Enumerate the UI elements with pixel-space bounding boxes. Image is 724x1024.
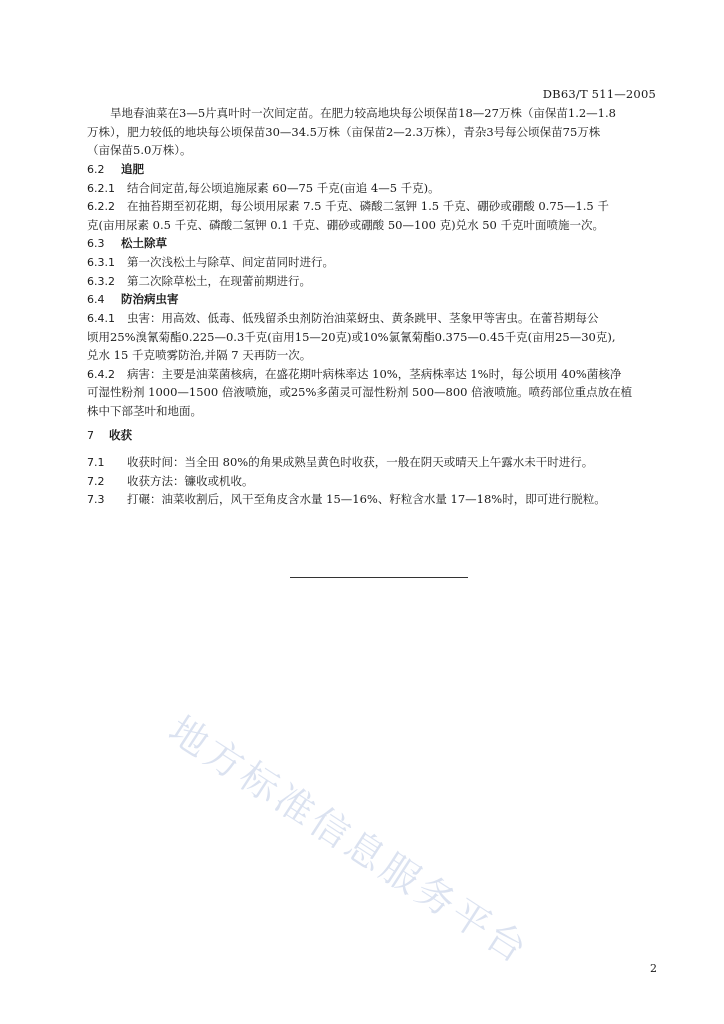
clause-item	[87, 472, 659, 491]
clause-number: 6.2.2	[87, 200, 115, 213]
clause-item	[87, 365, 659, 421]
clause-first-line	[87, 253, 659, 272]
clause-first-line	[87, 365, 659, 384]
heading-number: 6.3	[87, 237, 105, 250]
watermark-text: 地方标准信息服务平台	[161, 707, 538, 974]
clause-text: 收获时间：当全田 80%的角果成熟呈黄色时收获，一般在阴天或晴天上午露水未干时进行。	[127, 455, 594, 469]
clause-first-line	[87, 272, 659, 291]
heading-title: 追肥	[121, 161, 144, 176]
clause-item	[87, 309, 659, 365]
clause-item	[87, 253, 659, 272]
clause-line: 株中下部茎叶和地面。	[87, 403, 202, 418]
heading-number: 7	[87, 429, 94, 442]
paragraph	[87, 104, 659, 160]
heading-number: 6.4	[87, 293, 105, 306]
clause-item	[87, 272, 659, 291]
clause-line: 可湿性粉剂 1000—1500 倍液喷施，或25%多菌灵可湿性粉剂 500—800 倍液喷施。喷药部位重点放在植	[87, 385, 633, 399]
clause-text: 第二次除草松土，在现蕾前期进行。	[127, 273, 311, 288]
clause-number: 7.3	[87, 493, 105, 506]
clause-text: 病害：主要是油菜菌核病，在盛花期叶病株率达 10%，茎病株率达 1%时，每公顷用 40%菌核净	[127, 366, 622, 381]
clause-number: 7.2	[87, 474, 105, 488]
clause-number: 6.3.1	[87, 256, 115, 269]
clause-number: 6.4.1	[87, 312, 115, 325]
clause-line: 克(亩用尿素 0.5 千克、磷酸二氢钾 0.1 千克、硼砂或硼酸 50—100 克)兑水 50 千克叶面喷施一次。	[87, 217, 605, 232]
heading-number: 6.2	[87, 162, 105, 176]
clause-item	[87, 197, 659, 234]
clause-first-line	[87, 453, 659, 472]
clause-text: 在抽苔期至初花期，每公顷用尿素 7.5 千克、磷酸二氢钾 1.5 千克、硼砂或硼酸 0.75—1.5 千	[127, 199, 609, 213]
heading-title: 防治病虫害	[121, 292, 179, 306]
clause-text: 收获方法：镰收或机收。	[127, 473, 254, 488]
document-code-header: DB63/T 511—2005	[542, 87, 656, 101]
clause-text: 第一次浅松土与除草、间定苗同时进行。	[127, 255, 334, 269]
clause-number: 6.4.2	[87, 367, 115, 381]
clause-text: 打碾：油菜收割后，风干至角皮含水量 15—16%、籽粒含水量 17—18%时，即可进行脱粒。	[127, 492, 606, 506]
clause-line: 顷用25%溴氰菊酯0.225—0.3千克(亩用15—20克)或10%氯氰菊酯0.375—0.45千克(亩用25—30克),	[87, 329, 616, 344]
document-body	[87, 104, 659, 509]
clause-item	[87, 490, 659, 509]
clause-first-line	[87, 309, 659, 328]
clause-text: 虫害：用高效、低毒、低残留杀虫剂防治油菜蚜虫、黄条跳甲、茎象甲等害虫。在蕾苔期每公	[127, 311, 599, 325]
page-number: 2	[650, 962, 657, 975]
clause-item	[87, 179, 659, 198]
section-heading	[87, 234, 659, 253]
heading-title: 松土除草	[121, 236, 167, 250]
heading-title: 收获	[109, 428, 132, 442]
clause-first-line	[87, 490, 659, 509]
chapter-heading	[87, 426, 659, 445]
section-heading	[87, 160, 659, 179]
paragraph-line: （亩保苗5.0万株）。	[87, 143, 192, 157]
clause-line: 兑水 15 千克喷雾防治,并隔 7 天再防一次。	[87, 348, 312, 362]
clause-first-line	[87, 179, 659, 198]
clause-first-line	[87, 472, 659, 491]
clause-number: 7.1	[87, 456, 105, 469]
section-heading	[87, 290, 659, 309]
paragraph-line: 旱地春油菜在3—5片真叶时一次间定苗。在肥力较高地块每公顷保苗18—27万株（亩保苗1.2—1.8	[110, 106, 616, 120]
clause-number: 6.2.1	[87, 181, 115, 195]
paragraph-line: 万株），肥力较低的地块每公顷保苗30—34.5万株（亩保苗2—2.3万株），青杂3号每公顷保苗75万株	[87, 124, 601, 139]
end-rule	[290, 577, 468, 578]
clause-item	[87, 453, 659, 472]
clause-first-line	[87, 197, 659, 216]
clause-number: 6.3.2	[87, 274, 115, 288]
clause-text: 结合间定苗,每公顷追施尿素 60—75 千克(亩追 4—5 千克)。	[127, 180, 440, 195]
